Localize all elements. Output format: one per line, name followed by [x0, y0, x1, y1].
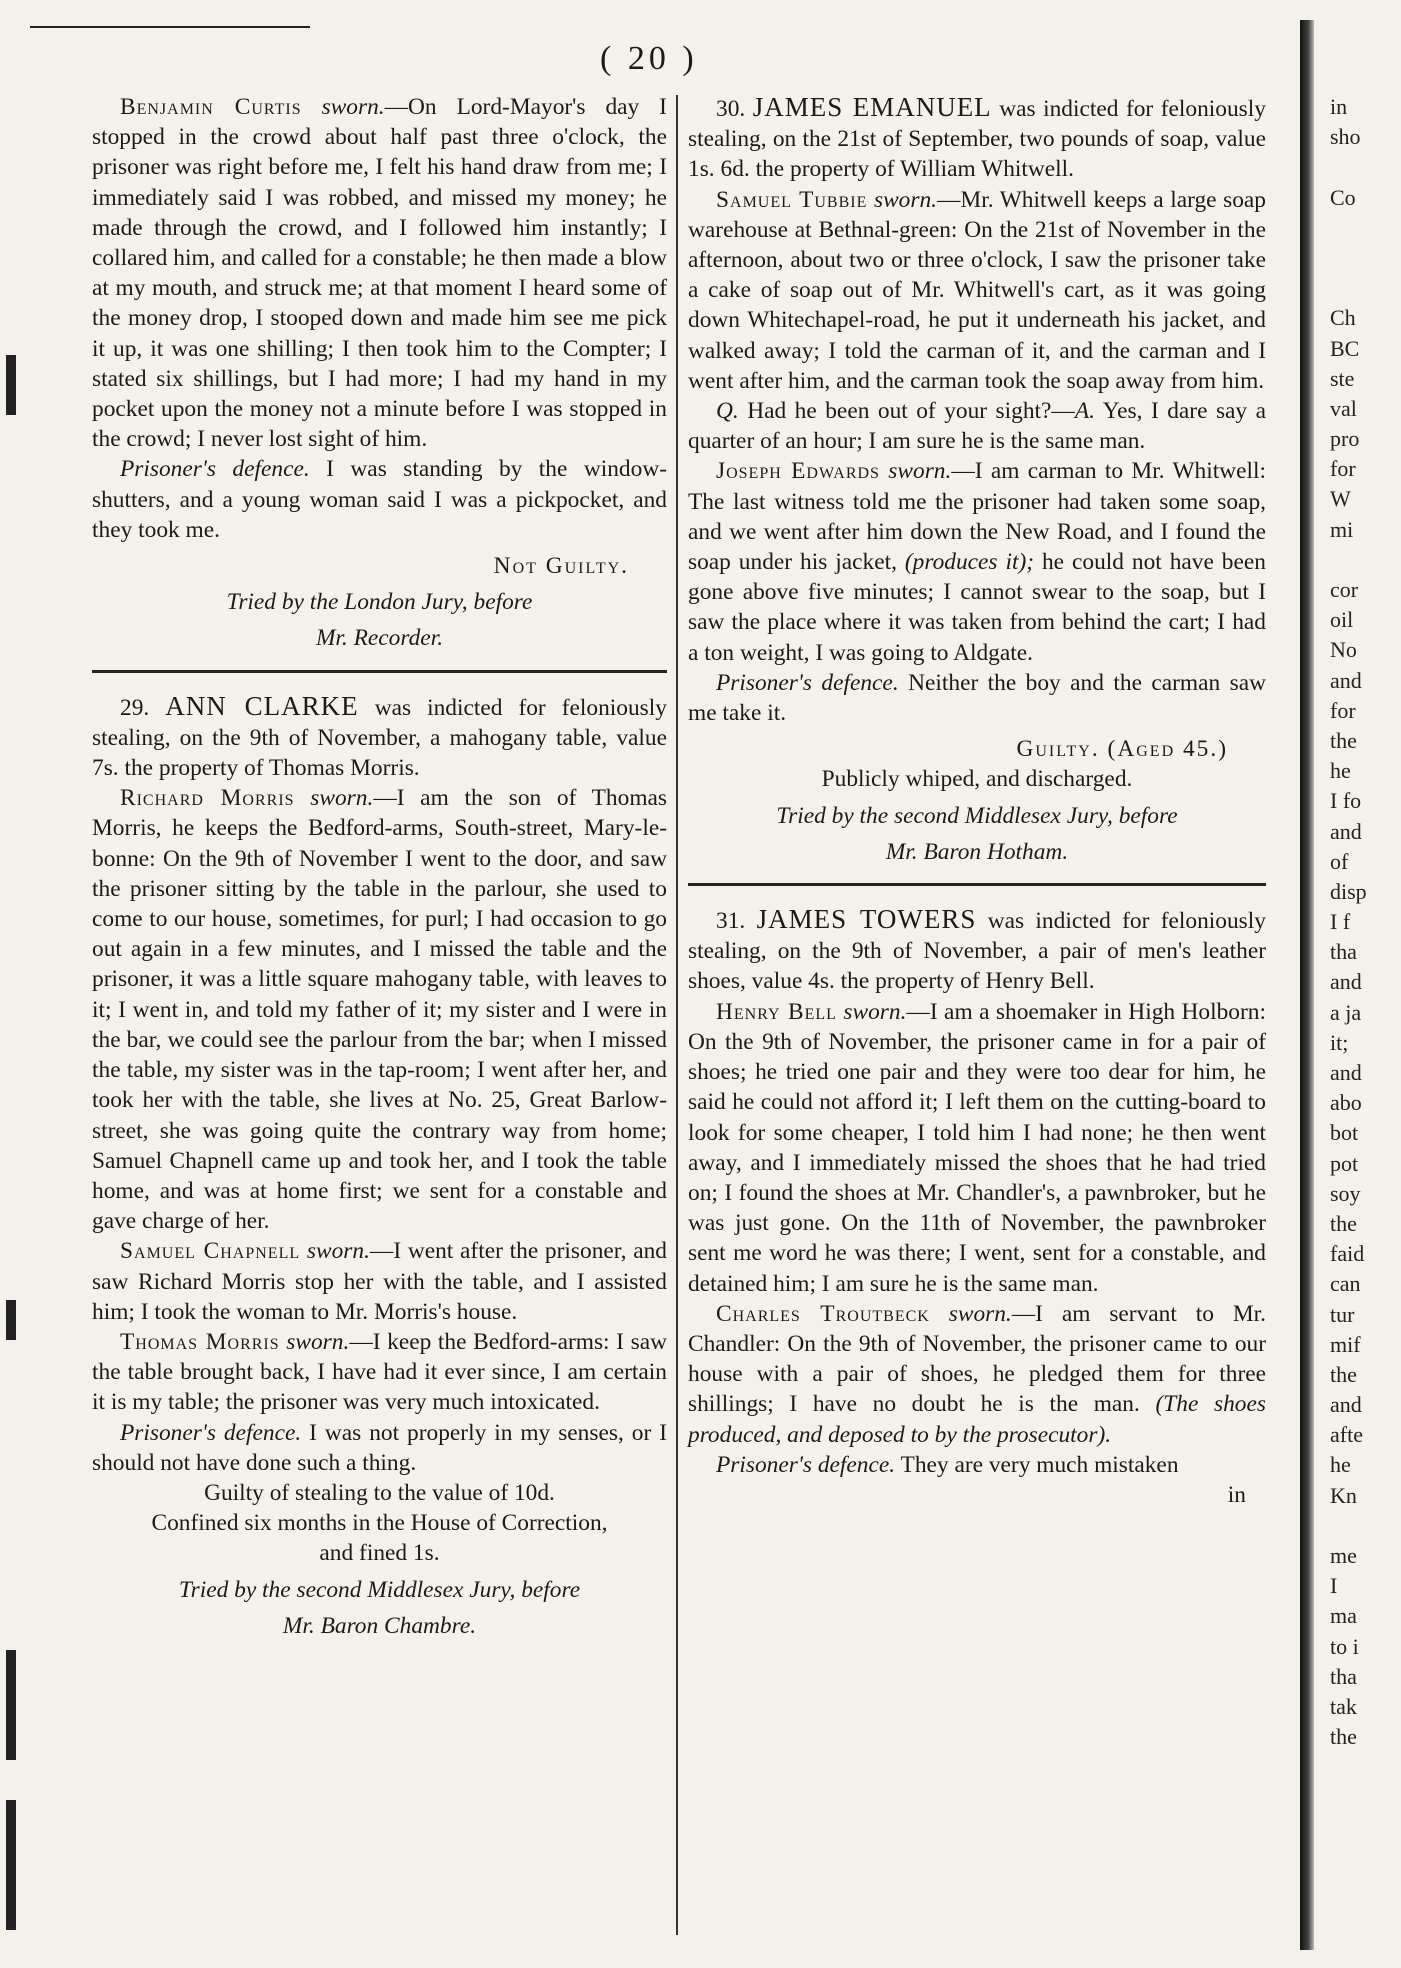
testimony-bell: Henry Bell sworn.—I am a shoemaker in High Holborn: On the 9th of November, the prisoner came in for a pair of shoes; he tried one pair and they were too dear for him, he said he could not afford it; I left them on the cutting-board to look for some cheaper, I told him I had none; he then went away, and I immediately missed the shoes that he had tried on; I found the shoes at Mr. Chandler's, a pawnbroker, but he was just gone. On the 11th of November, the pawnbroker sent me word he was there; I went, sent for a constable, and detained him; I am sure he is the same man. — [688, 998, 1266, 1297]
edge-fragment: the — [1330, 1210, 1357, 1236]
testimony-curtis: Benjamin Curtis sworn.—On Lord-Mayor's day I stopped in the crowd about half past three o'clock, the prisoner was right before me, I felt his hand draw from me; I immediately said I was robbed, and missed my money; he made through the crowd, and I followed him instantly; I collared him, and called for a constable; he then made a blow at my mouth, and struck me; at that moment I heard some of the money drop, I stooped down and made him see me pick it up, it was one shilling; I then took him to the Compter; I stated six shillings, but I had more; I had my hand in my pocket upon the money not a minute before I was stopped in the crowd; I never lost sight of him. — [92, 94, 667, 453]
edge-fragment: mif — [1330, 1331, 1361, 1357]
trial-judge: Mr. Recorder. — [315, 625, 444, 652]
gutter-mark — [6, 355, 16, 415]
edge-fragment: No — [1330, 637, 1357, 663]
question-label: Q. — [716, 398, 739, 425]
testimony-text: I am carman to Mr. Whitwell: The last witness told me the prisoner had taken some soap, and we went after him down the New Road, and I found the soap under his jacket, — [688, 458, 1266, 576]
trial-line: Tried by the London Jury, before — [226, 589, 533, 616]
testimony-tubbie: Samuel Tubbie sworn.—Mr. Whitwell keeps a large soap warehouse at Bethnal-green: On the 21st of November in the afternoon, about two or three o'clock, I saw the prisoner take a cake of soap out of Mr. Whitwell's cart, as it was going down Whitechapel-road, he put it underneath his jacket, and walked away; I told the carman of it, and the carman and I went after him, and the carman took the soap away from him. — [688, 186, 1266, 394]
defence-text: Neither the boy and the carman saw me take it. — [688, 669, 1267, 727]
edge-fragment: for — [1330, 456, 1356, 482]
sworn-label: sworn. — [306, 1238, 370, 1265]
defence-label: Prisoner's defence. — [716, 669, 899, 696]
defence-text: I was not properly in my senses, or I should not have done such a thing. — [92, 1419, 667, 1476]
answer-text: Yes, I dare say a quarter of an hour; I am sure he is the same man. — [688, 398, 1266, 455]
edge-fragment — [1330, 213, 1401, 243]
edge-fragment: pro — [1330, 426, 1360, 452]
testimony-text: I am servant to Mr. Chandler: On the 9th of November, the prisoner came to our house with a pair of shoes, he pledged them for three shillings; I have no doubt he is the man. — [688, 1300, 1266, 1418]
testimony-text: On Lord-Mayor's day I stopped in the crowd about half past three o'clock, the prisoner was right before me, I felt his hand draw from me; I immediately said I was robbed, and missed my money; he made through the crowd, and I followed him instantly; I collared him, and called for a constable; he then made a blow at my mouth, and struck me; at that moment I heard some of the money drop, I stooped down and made him see me pick it up, it was one shilling; I then took him to the Compter; I stated six shillings, but I had more; I had my hand in my pocket upon the money not a minute before I was stopped in the crowd; I never lost sight of him. — [92, 94, 667, 453]
edge-fragment: to i — [1330, 1633, 1359, 1659]
edge-fragment: oil — [1330, 607, 1354, 633]
edge-fragment: and — [1330, 818, 1362, 844]
verdict: Guilty. (Aged 45.) — [1016, 736, 1228, 763]
testimony-text: Mr. Whitwell keeps a large soap warehouse at Bethnal-green: On the 21st of November in the afternoon, about two or three o'clock, I saw the prisoner take a cake of soap out of Mr. Whitwell's cart, as it was going down Whitechapel-road, he put it underneath his jacket, and walked away; I told the carman of it, and the carman and I went after him, and the carman took the soap away from him. — [688, 186, 1266, 394]
edge-fragment: BC — [1330, 335, 1360, 361]
edge-fragment: Ch — [1330, 305, 1356, 331]
trial-line: Tried by the second Middlesex Jury, before — [776, 802, 1178, 829]
defence-label: Prisoner's defence. — [120, 1419, 302, 1446]
trial-judge: Mr. Baron Chambre. — [282, 1612, 477, 1639]
edge-fragment: bot — [1330, 1120, 1359, 1146]
witness-name: Charles Troutbeck — [716, 1300, 930, 1327]
gutter-mark — [6, 1300, 16, 1340]
edge-fragment: pot — [1330, 1150, 1359, 1176]
edge-fragment: can — [1330, 1271, 1361, 1297]
trial-judge: Mr. Baron Hotham. — [885, 838, 1069, 865]
edge-fragment: the — [1330, 1361, 1357, 1387]
adjacent-page-fragments — [1330, 92, 1401, 1752]
witness-name: Benjamin Curtis — [120, 94, 302, 120]
case-heading-30 — [688, 92, 1266, 185]
edge-fragment: for — [1330, 697, 1356, 723]
defendant-name: JAMES TOWERS — [756, 904, 977, 935]
prisoner-defence — [688, 668, 1266, 728]
edge-fragment: and — [1330, 969, 1362, 995]
edge-fragment: abo — [1330, 1090, 1362, 1116]
edge-fragment: tur — [1330, 1301, 1355, 1327]
defendant-name: JAMES EMANUEL — [752, 92, 992, 122]
testimony-chapnell: Samuel Chapnell sworn.—I went after the prisoner, and saw Richard Morris stop her with the table, and I assisted him; I took the woman to Mr. Morris's house. — [92, 1238, 667, 1325]
question-text: Had he been out of your sight?— — [747, 398, 1075, 425]
edge-fragment: the — [1330, 1724, 1357, 1750]
section-rule — [688, 883, 1266, 886]
edge-fragment: tha — [1330, 939, 1357, 965]
edge-fragment: ma — [1330, 1603, 1357, 1629]
prisoner-defence — [92, 1418, 667, 1478]
sworn-label: sworn. — [310, 785, 374, 812]
edge-fragment: soy — [1330, 1180, 1361, 1206]
edge-fragment: in — [1330, 94, 1348, 119]
edge-fragment: mi — [1330, 516, 1354, 542]
witness-name: Samuel Chapnell — [120, 1238, 301, 1265]
witness-name: Samuel Tubbie — [716, 186, 868, 213]
top-rule — [30, 26, 310, 28]
answer-label: A. — [1074, 398, 1095, 425]
edge-fragment: tak — [1330, 1693, 1357, 1719]
sworn-label: sworn. — [888, 458, 952, 485]
case-heading-31 — [688, 904, 1266, 997]
verdict: Not Guilty. — [493, 553, 629, 580]
sworn-label: sworn. — [321, 94, 385, 120]
defence-text: They are very much mistaken — [900, 1451, 1179, 1478]
exhibit-note: (The shoes produced, and deposed to by the prosecutor). — [688, 1391, 1266, 1448]
edge-fragment: he — [1330, 1452, 1351, 1478]
edge-fragment: W — [1330, 486, 1351, 512]
sentence-fine: and fined 1s. — [319, 1540, 440, 1567]
testimony-text: I am the son of Thomas Morris, he keeps the Bedford-arms, South-street, Mary-le-bonne: On the 9th of November I went to the door, and saw the prisoner sitting by the table in the parlour, she used to come to our house, sometimes, for purl; I had occasion to go out again in a few minutes, and I missed the table and the prisoner, it was a little square mahogany table, with leaves to it; I went in, and told my father of it; my sister and I were in the bar, we could see the parlour from the bar; when I missed the table, my sister was in the tap-room; I went after her, and took her with the table, she lives at No. 25, Great Barlow-street, she was going quite the contrary way from home; Samuel Chapnell came up and took her, and I took the table home, and was at home first; we sent for a constable and gave charge of her. — [92, 785, 668, 1235]
edge-fragment: me — [1330, 1543, 1357, 1568]
edge-fragment — [1330, 243, 1401, 273]
defence-text: I was standing by the window-shutters, and a young woman said I was a pickpocket, and they took me. — [92, 456, 667, 543]
edge-fragment: the — [1330, 727, 1357, 753]
edge-fragment — [1330, 273, 1401, 303]
gutter-mark — [6, 1650, 16, 1760]
edge-fragment: it; — [1330, 1029, 1349, 1055]
case-number: 30. — [716, 96, 746, 122]
trial-line: Tried by the second Middlesex Jury, before — [178, 1576, 581, 1603]
edge-fragment: Co — [1330, 184, 1356, 210]
gutter-mark — [6, 1800, 16, 1930]
testimony-text: I am a shoemaker in High Holborn: On the 9th of November, the prisoner came in for a pair of shoes; he tried one pair and they were too dear for him, he said he could not afford it; I left them on the cutting-board to look for some cheaper, I told him I had none; he then went away, and I immediately missed the shoes that he had tried on; I found the shoes at Mr. Chandler's, a pawnbroker, but he was just gone. On the 11th of November, the pawnbroker sent me word he was there; I went, sent for a constable, and detained him; I am sure he is the same man. — [688, 998, 1266, 1297]
testimony-text: he could not have been gone above five minutes; I cannot swear to the soap, but I saw the place where it was taken from behind the cart; I had a ton weight, I was going to Aldgate. — [688, 549, 1266, 666]
edge-fragment: he — [1330, 758, 1351, 784]
edge-fragment: and — [1330, 1392, 1362, 1418]
sentence: Confined six months in the House of Correction, — [151, 1510, 608, 1537]
testimony-troutbeck: Charles Troutbeck sworn.—I am servant to Mr. Chandler: On the 9th of November, the prisoner came to our house with a pair of shoes, he pledged them for three shillings; I have no doubt he is the man. (The shoes produced, and deposed to by the prosecutor). — [688, 1300, 1266, 1448]
left-column — [92, 92, 667, 1641]
defence-label: Prisoner's defence. — [716, 1451, 896, 1478]
page-number: ( 20 ) — [600, 40, 698, 77]
edge-fragment — [1330, 545, 1401, 575]
indictment-text: was indicted for feloniously stealing, on the 9th of November, a mahogany table, value 7s. the property of Thomas Morris. — [92, 694, 667, 782]
edge-fragment — [1330, 1511, 1401, 1541]
sworn-label: sworn. — [843, 998, 907, 1025]
edge-fragment: and — [1330, 1060, 1362, 1085]
indictment-text: was indicted for feloniously stealing, on the 21st of September, two pounds of soap, value 1s. 6d. the property of William Whitwell. — [688, 96, 1266, 183]
testimony-text: I went after the prisoner, and saw Richard Morris stop her with the table, and I assisted him; I took the woman to Mr. Morris's house. — [92, 1238, 667, 1325]
witness-name: Joseph Edwards — [716, 458, 880, 485]
edge-fragment: and — [1330, 667, 1362, 693]
sworn-label: sworn. — [873, 186, 938, 213]
edge-fragment: faid — [1330, 1241, 1365, 1267]
edge-fragment: sho — [1330, 124, 1361, 150]
edge-fragment — [1330, 152, 1401, 182]
edge-fragment: cor — [1330, 577, 1359, 602]
defence-label: Prisoner's defence. — [120, 456, 310, 483]
indictment-text: was indicted for feloniously stealing, on the 9th of November, a pair of men's leather shoes, value 4s. the property of Henry Bell. — [688, 908, 1266, 995]
edge-fragment: tha — [1330, 1663, 1357, 1689]
case-number: 31. — [716, 908, 746, 935]
sworn-label: sworn. — [286, 1328, 350, 1355]
case-heading-29 — [92, 691, 667, 784]
edge-fragment: I f — [1330, 909, 1351, 935]
testimony-edwards: Joseph Edwards sworn.—I am carman to Mr. Whitwell: The last witness told me the prisoner had taken some soap, and we went after him down the New Road, and I found the soap under his jacket, (produces it); he could not have been gone above five minutes; I cannot swear to the soap, but I saw the place where it was taken from behind the cart; I had a ton weight, I was going to Aldgate. — [688, 458, 1266, 666]
edge-fragment: of — [1330, 848, 1349, 874]
defendant-name: ANN CLARKE — [165, 690, 359, 721]
page-binding-shadow — [1300, 20, 1314, 1950]
testimony-text: I keep the Bedford-arms: I saw the table brought back, I have had it ever since, I am certain it is my table; the prisoner was very much intoxicated. — [92, 1328, 667, 1416]
edge-fragment: disp — [1330, 878, 1367, 904]
edge-fragment: val — [1330, 395, 1357, 421]
testimony-richard-morris: Richard Morris sworn.—I am the son of Thomas Morris, he keeps the Bedford-arms, South-street, Mary-le-bonne: On the 9th of November I went to the door, and saw the prisoner sitting by the table in the parlour, she used to come to our house, sometimes, for purl; I had occasion to go out again in a few minutes, and I missed the table and the prisoner, it was a little square mahogany table, with leaves to it; I went in, and told my father of it; my sister and I were in the bar, we could see the parlour from the bar; when I missed the table, my sister was in the tap-room; I went after her, and took her with the table, she lives at No. 25, Great Barlow-street, she was going quite the contrary way from home; Samuel Chapnell came up and took her, and I took the table home, and was at home first; we sent for a constable and gave charge of her. — [92, 785, 668, 1235]
edge-fragment: Kn — [1330, 1482, 1357, 1508]
witness-name: Thomas Morris — [120, 1328, 280, 1355]
edge-fragment: ste — [1330, 365, 1355, 391]
verdict: Guilty of stealing to the value of 10d. — [204, 1479, 555, 1506]
case-number: 29. — [120, 694, 150, 721]
testimony-thomas-morris: Thomas Morris sworn.—I keep the Bedford-arms: I saw the table brought back, I have had it ever since, I am certain it is my table; the prisoner was very much intoxicated. — [92, 1328, 667, 1416]
prisoner-defence — [688, 1450, 1266, 1480]
witness-name: Henry Bell — [716, 998, 837, 1025]
edge-fragment: I fo — [1330, 788, 1362, 814]
column-divider — [676, 95, 678, 1935]
witness-name: Richard Morris — [120, 785, 295, 812]
edge-fragment: I — [1330, 1573, 1338, 1599]
section-rule — [92, 670, 667, 673]
sworn-label: sworn. — [948, 1300, 1012, 1327]
sentence: Publicly whiped, and discharged. — [821, 766, 1133, 793]
edge-fragment: a ja — [1330, 999, 1362, 1025]
prisoner-defence — [92, 454, 667, 545]
edge-fragment: afte — [1330, 1422, 1363, 1448]
produces-note: (produces it); — [904, 549, 1035, 576]
middle-column — [688, 92, 1266, 1510]
question-answer — [688, 396, 1266, 456]
catchword: in — [1227, 1481, 1246, 1508]
